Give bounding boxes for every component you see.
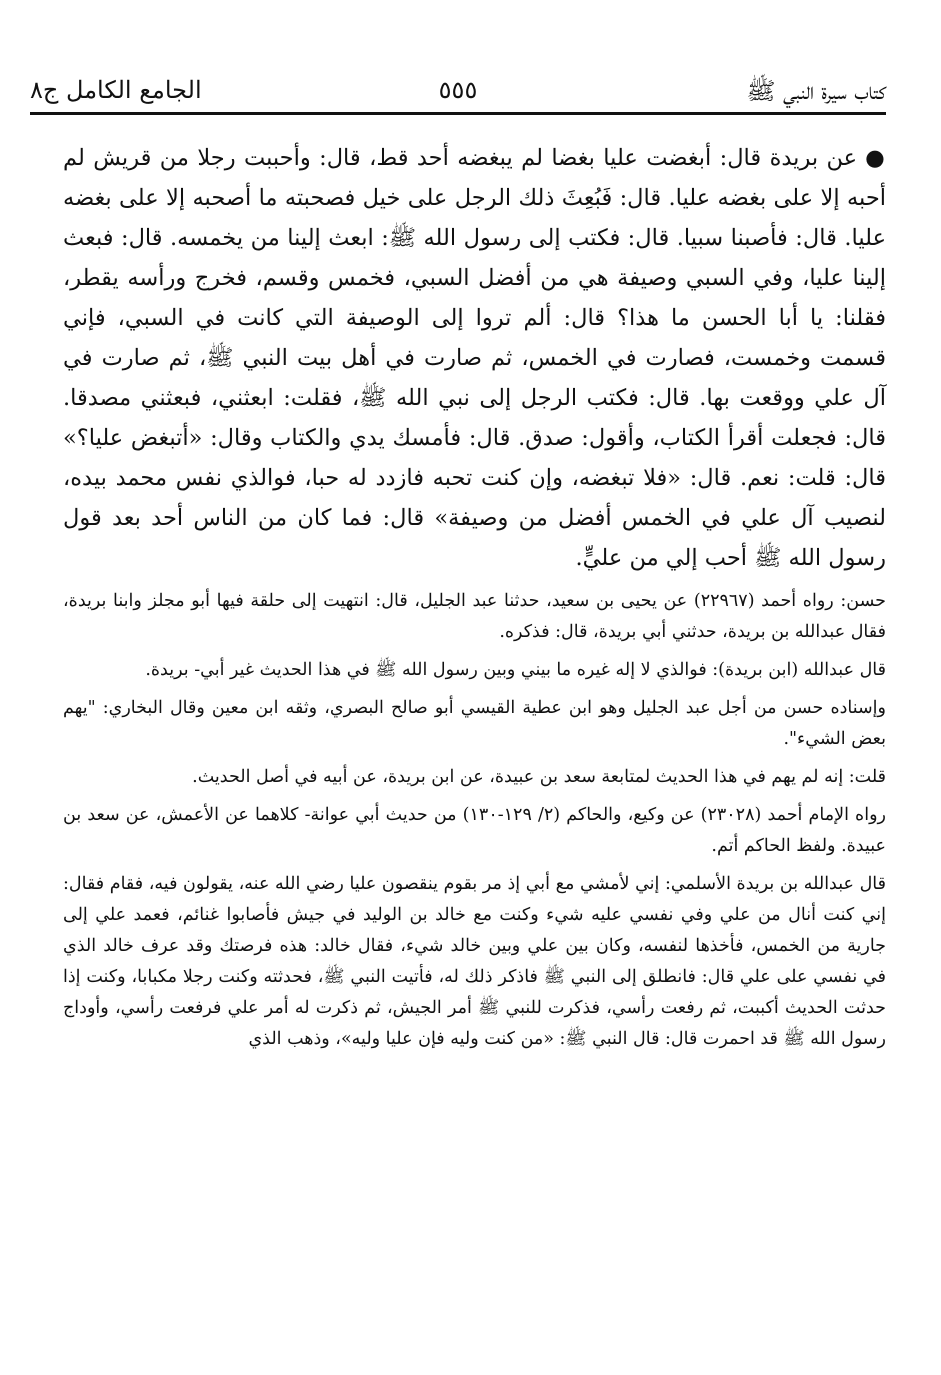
header-divider — [30, 112, 886, 115]
book-title: كتاب سيرة النبي ﷺ — [746, 77, 886, 105]
bullet-icon: ● — [865, 145, 886, 171]
note-hakim-narration: قال عبدالله بن بريدة الأسلمي: إني لأمشي مع أبي إذ مر بقوم ينقصون عليا رضي الله عنه، يقولون فيه، فقام فقال: إني كنت أنال من علي وفي نفسي عليه شيء وكنت مع خالد بن الوليد في جيش فأصابوا غنائم، فعمد علي إلى جارية من الخمس، فأخذها لنفسه، وكان بين علي وبين خالد شيء، فقال خالد: هذه فرصتك وقد عرف خالد الذي في نفسي على علي قال: فانطلق إلى النبي ﷺ فاذكر ذلك له، فأتيت النبي ﷺ، فحدثته وكنت رجلا مكبابا، وكنت إذا حدثت الحديث أكببت، ثم رفعت رأسي، فذكرت للنبي ﷺ أمر الجيش، ثم ذكرت له أمر علي فرفعت رأسي، وأوداج رسول الله ﷺ قد احمرت قال: قال النبي ﷺ: «من كنت وليه فإن عليا وليه»، وذهب الذي — [63, 874, 886, 1049]
main-hadith-paragraph — [63, 138, 886, 578]
page-header — [30, 68, 886, 110]
note-grading: حسن: رواه أحمد (٢٢٩٦٧) عن يحيى بن سعيد، حدثنا عبد الجليل، قال: انتهيت إلى حلقة فيها أبو مجلز وابنا بريدة، فقال عبدالله بن بريدة، حدثني أبي بريدة، قال: فذكره. — [63, 591, 887, 642]
page-number: ٥٥٥ — [438, 76, 478, 104]
main-hadith-text: عن بريدة قال: أبغضت عليا بغضا لم يبغضه أحد قط، قال: وأحببت رجلا من قريش لم أحبه إلا على بغضه عليا. قال: فَبُعِثَ ذلك الرجل على خيل فصحبته ما أصحبه إلا على بغضه عليا. قال: فأصبنا سبيا. قال: فكتب إلى رسول الله ﷺ: ابعث إلينا من يخمسه. قال: فبعث إلينا عليا، وفي السبي وصيفة هي من أفضل السبي، فخمس وقسم، فخرج ورأسه يقطر، فقلنا: يا أبا الحسن ما هذا؟ قال: ألم تروا إلى الوصيفة التي كانت في السبي، فإني قسمت وخمست، فصارت في الخمس، ثم صارت في أهل بيت النبي ﷺ، ثم صارت في آل علي ووقعت بها. قال: فكتب الرجل إلى نبي الله ﷺ، فقلت: ابعثني، فبعثني مصدقا. قال: فجعلت أقرأ الكتاب، وأقول: صدق. قال: فأمسك يدي والكتاب وقال: «أتبغض عليا؟» قال: قلت: نعم. قال: «فلا تبغضه، وإن كنت تحبه فازدد له حبا، فوالذي نفس محمد بيده، لنصيب آل علي في الخمس أفضل من وصيفة» قال: فما كان من الناس أحد بعد قول رسول الله ﷺ أحب إلي من عليٍّ. — [63, 145, 886, 571]
page-body — [63, 138, 886, 1062]
note-qultu: قلت: إنه لم يهم في هذا الحديث لمتابعة سعد بن عبيدة، عن ابن بريدة، عن أبيه في أصل الحديث. — [192, 767, 886, 787]
volume-label: الجامع الكامل ج٨ — [30, 76, 202, 104]
note-abdullah-ibn-buraydah: قال عبدالله (ابن بريدة): فوالذي لا إله غيره ما بيني وبين رسول الله ﷺ في هذا الحديث غير أبي- بريدة. — [145, 660, 886, 680]
note-ahmad-hakim: رواه الإمام أحمد (٢٣٠٢٨) عن وكيع، والحاكم (٢/ ١٢٩-١٣٠) من حديث أبي عوانة- كلاهما عن الأعمش، عن سعد بن عبيدة. ولفظ الحاكم أتم. — [63, 805, 886, 856]
note-isnad: وإسناده حسن من أجل عبد الجليل وهو ابن عطية القيسي أبو صالح البصري، وثقه ابن معين وقال البخاري: "يهم بعض الشيء". — [63, 698, 886, 749]
